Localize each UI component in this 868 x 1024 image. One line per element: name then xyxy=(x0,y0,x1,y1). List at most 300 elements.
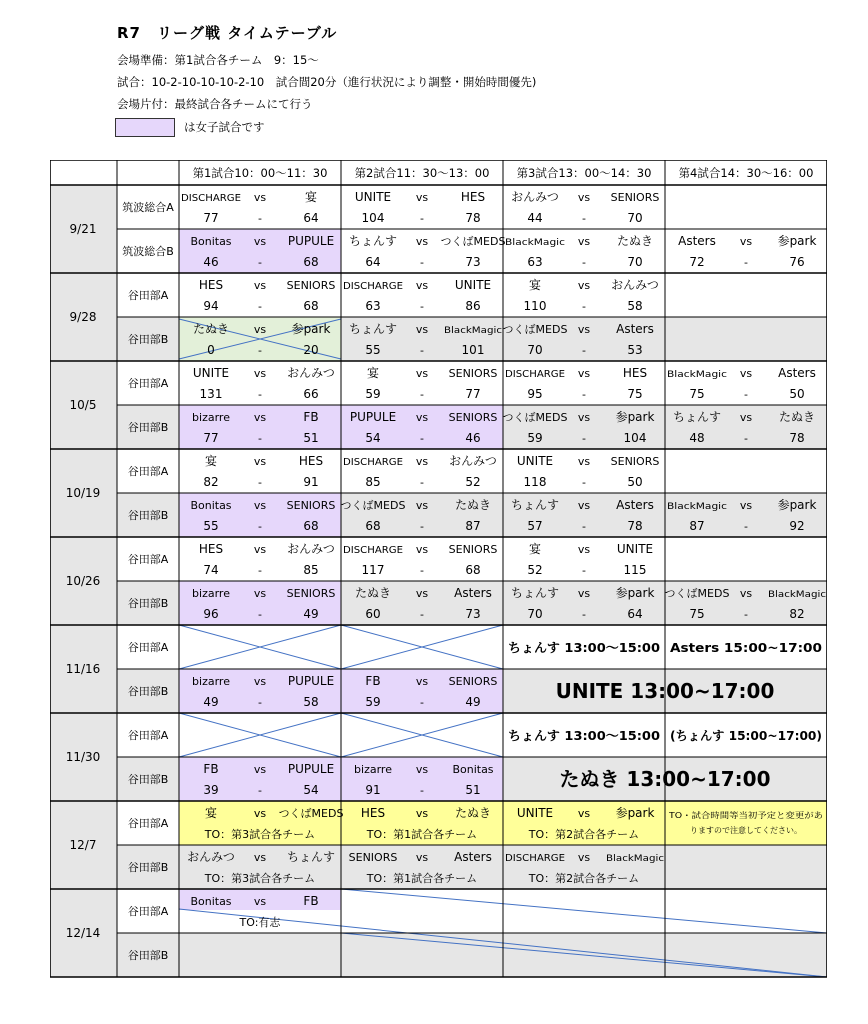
vs-label: vs xyxy=(415,675,429,688)
court-label: 谷田部B xyxy=(127,333,169,346)
team-score: 77 xyxy=(465,387,481,401)
vs-label: vs xyxy=(415,587,429,600)
vs-label: vs xyxy=(577,323,591,336)
court-label: 谷田部B xyxy=(127,509,169,522)
team-name: PUPULE xyxy=(287,674,335,688)
team-score: 86 xyxy=(465,299,481,313)
team-name: BlackMagic xyxy=(505,238,566,248)
timetable-grid xyxy=(50,160,827,981)
column-header: 第3試合13：00～14：30 xyxy=(516,166,652,180)
team-name: Asters xyxy=(678,234,716,248)
team-score: 51 xyxy=(303,431,319,445)
vs-label: vs xyxy=(253,411,267,424)
score-dash: - xyxy=(420,300,424,313)
team-score: 94 xyxy=(203,299,219,313)
team-score: 76 xyxy=(789,255,805,269)
team-score: 55 xyxy=(365,343,381,357)
team-name: 参park xyxy=(291,322,331,336)
team-name: 宴 xyxy=(304,190,318,204)
team-score: 92 xyxy=(789,519,805,533)
vs-label: vs xyxy=(415,763,429,776)
team-name: 参park xyxy=(777,498,817,512)
team-name: ちょんす xyxy=(672,410,722,424)
score-dash: - xyxy=(258,784,262,797)
team-score: 58 xyxy=(627,299,643,313)
score-dash: - xyxy=(582,608,586,621)
team-score: 74 xyxy=(203,563,219,577)
team-score: 115 xyxy=(623,563,647,577)
score-dash: - xyxy=(258,608,262,621)
team-score: 50 xyxy=(627,475,643,489)
team-name: BlackMagic xyxy=(606,854,665,864)
score-dash: - xyxy=(420,256,424,269)
team-name: Asters xyxy=(616,322,654,336)
vs-label: vs xyxy=(415,235,429,248)
team-name: HES xyxy=(298,454,324,468)
team-name: SENIORS xyxy=(610,455,660,468)
team-name: UNITE xyxy=(516,806,554,820)
team-name: 参park xyxy=(615,410,655,424)
vs-label: vs xyxy=(577,235,591,248)
team-name: HES xyxy=(460,190,486,204)
court-label: 筑波総合A xyxy=(122,201,174,214)
score-dash: - xyxy=(420,388,424,401)
vs-label: vs xyxy=(253,895,267,908)
score-dash: - xyxy=(420,564,424,577)
team-score: 78 xyxy=(465,211,481,225)
team-name: つくばMEDS xyxy=(664,587,730,600)
team-name: BlackMagic xyxy=(667,370,728,380)
vs-label: vs xyxy=(253,499,267,512)
vs-label: vs xyxy=(577,455,591,468)
vs-label: vs xyxy=(253,455,267,468)
vs-label: vs xyxy=(253,367,267,380)
team-name: FB xyxy=(303,410,319,424)
team-score: 59 xyxy=(365,695,381,709)
team-score: 70 xyxy=(627,211,643,225)
vs-label: vs xyxy=(415,807,429,820)
reserved-time-note: (ちょんす 15:00~17:00) xyxy=(670,728,822,743)
team-score: 72 xyxy=(689,255,705,269)
team-score: 55 xyxy=(203,519,219,533)
reserved-time-note: ちょんす 13:00～15:00 xyxy=(508,640,661,655)
team-name: UNITE xyxy=(192,366,230,380)
team-score: 48 xyxy=(689,431,705,445)
team-score: 73 xyxy=(465,255,481,269)
team-name: おんみつ xyxy=(611,278,659,292)
team-name: ちょんす xyxy=(510,586,560,600)
score-dash: - xyxy=(582,212,586,225)
column-header: 第2試合11：30～13：00 xyxy=(354,166,490,180)
score-dash: - xyxy=(582,300,586,313)
vs-label: vs xyxy=(253,851,267,864)
team-score: 104 xyxy=(361,211,385,225)
team-score: 66 xyxy=(303,387,319,401)
team-name: DISCHARGE xyxy=(343,281,403,292)
team-name: たぬき xyxy=(192,322,230,336)
team-name: PUPULE xyxy=(287,234,335,248)
team-name: 参park xyxy=(777,234,817,248)
team-score: 70 xyxy=(527,607,543,621)
vs-label: vs xyxy=(739,235,753,248)
team-score: 68 xyxy=(365,519,381,533)
date-label: 9/21 xyxy=(69,222,97,236)
team-name: 宴 xyxy=(528,278,542,292)
vs-label: vs xyxy=(253,675,267,688)
page-title: R7 リーグ戦 タイムテーブル xyxy=(117,24,338,42)
team-name: おんみつ xyxy=(449,454,497,468)
to-note-bg xyxy=(665,801,827,845)
team-name: ちょんす xyxy=(348,322,398,336)
team-score: 75 xyxy=(627,387,643,401)
team-score: 46 xyxy=(203,255,219,269)
team-name: 宴 xyxy=(528,542,542,556)
team-score: 91 xyxy=(303,475,319,489)
score-dash: - xyxy=(420,520,424,533)
team-score: 82 xyxy=(789,607,805,621)
vs-label: vs xyxy=(415,323,429,336)
court-label: 谷田部A xyxy=(127,729,169,742)
team-score: 46 xyxy=(465,431,481,445)
team-name: DISCHARGE xyxy=(343,545,403,556)
team-name: おんみつ xyxy=(511,190,559,204)
team-score: 68 xyxy=(303,519,319,533)
team-name: Bonitas xyxy=(452,763,494,776)
team-name: つくばMEDS xyxy=(502,323,568,336)
vs-label: vs xyxy=(739,587,753,600)
court-label: 谷田部A xyxy=(127,553,169,566)
timekeeper-note: TO：第3試合各チーム xyxy=(204,828,316,841)
score-dash: - xyxy=(258,344,262,357)
score-dash: - xyxy=(258,256,262,269)
date-label: 12/14 xyxy=(65,926,101,940)
score-dash: - xyxy=(420,696,424,709)
score-dash: - xyxy=(420,344,424,357)
team-score: 49 xyxy=(465,695,481,709)
vs-label: vs xyxy=(415,191,429,204)
team-score: 117 xyxy=(361,563,385,577)
vs-label: vs xyxy=(415,543,429,556)
team-score: 57 xyxy=(527,519,543,533)
team-score: 49 xyxy=(203,695,219,709)
team-name: おんみつ xyxy=(287,366,335,380)
score-dash: - xyxy=(582,388,586,401)
team-score: 73 xyxy=(465,607,481,621)
score-dash: - xyxy=(420,212,424,225)
team-name: SENIORS xyxy=(448,543,498,556)
score-dash: - xyxy=(420,608,424,621)
team-score: 64 xyxy=(303,211,319,225)
court-label: 谷田部A xyxy=(127,465,169,478)
women-match-legend-label: は女子試合です xyxy=(184,120,265,134)
team-name: UNITE xyxy=(616,542,654,556)
team-name: SENIORS xyxy=(286,279,336,292)
team-score: 104 xyxy=(623,431,647,445)
team-name: PUPULE xyxy=(287,762,335,776)
team-score: 75 xyxy=(689,387,705,401)
team-name: bizarre xyxy=(192,675,230,688)
team-name: UNITE xyxy=(454,278,492,292)
team-score: 87 xyxy=(689,519,705,533)
team-name: たぬき xyxy=(778,410,816,424)
team-score: 63 xyxy=(527,255,543,269)
team-name: SENIORS xyxy=(286,587,336,600)
women-match-legend-swatch xyxy=(115,118,175,137)
vs-label: vs xyxy=(577,587,591,600)
court-label: 谷田部B xyxy=(127,597,169,610)
team-name: Asters xyxy=(778,366,816,380)
team-score: 75 xyxy=(689,607,705,621)
score-dash: - xyxy=(744,608,748,621)
vs-label: vs xyxy=(577,191,591,204)
score-dash: - xyxy=(582,476,586,489)
court-label: 谷田部A xyxy=(127,817,169,830)
column-header: 第4試合14：30～16：00 xyxy=(678,166,814,180)
team-score: 52 xyxy=(527,563,543,577)
team-name: Bonitas xyxy=(190,895,232,908)
team-score: 101 xyxy=(461,343,485,357)
score-dash: - xyxy=(258,564,262,577)
team-score: 54 xyxy=(303,783,319,797)
vs-label: vs xyxy=(415,279,429,292)
cross-out-line xyxy=(341,889,827,933)
court-label: 筑波総合B xyxy=(122,245,174,258)
column-header: 第1試合10：00～11：30 xyxy=(192,166,328,180)
score-dash: - xyxy=(258,388,262,401)
team-score: 82 xyxy=(203,475,219,489)
team-name: おんみつ xyxy=(187,850,235,864)
team-name: ちょんす xyxy=(510,498,560,512)
team-score: 50 xyxy=(789,387,805,401)
game-format-note: 試合：10-2-10-10-10-2-10 試合間20分（進行状況により調整・開始時間優先) xyxy=(117,75,537,89)
vs-label: vs xyxy=(253,191,267,204)
team-name: UNITE xyxy=(354,190,392,204)
score-dash: - xyxy=(582,344,586,357)
team-score: 60 xyxy=(365,607,381,621)
score-dash: - xyxy=(420,784,424,797)
team-score: 68 xyxy=(303,255,319,269)
team-score: 70 xyxy=(627,255,643,269)
team-name: たぬき xyxy=(354,586,392,600)
team-score: 63 xyxy=(365,299,381,313)
team-score: 51 xyxy=(465,783,481,797)
date-label: 10/26 xyxy=(65,574,101,588)
court-label: 谷田部A xyxy=(127,289,169,302)
vs-label: vs xyxy=(577,279,591,292)
team-score: 53 xyxy=(627,343,643,357)
vs-label: vs xyxy=(577,499,591,512)
score-dash: - xyxy=(582,256,586,269)
date-label: 12/7 xyxy=(69,838,97,852)
vs-label: vs xyxy=(739,499,753,512)
court-label: 谷田部B xyxy=(127,949,169,962)
team-name: ちょんす xyxy=(348,234,398,248)
timekeeper-note: TO:有志 xyxy=(239,916,281,929)
team-name: Asters xyxy=(454,850,492,864)
venue-cleanup-note: 会場片付：最終試合各チームにて行う xyxy=(117,97,313,111)
team-name: bizarre xyxy=(354,763,392,776)
score-dash: - xyxy=(744,520,748,533)
vs-label: vs xyxy=(415,411,429,424)
score-dash: - xyxy=(744,432,748,445)
team-score: 54 xyxy=(365,431,381,445)
vs-label: vs xyxy=(253,543,267,556)
team-name: BlackMagic xyxy=(667,502,728,512)
vs-label: vs xyxy=(577,367,591,380)
team-name: SENIORS xyxy=(348,851,398,864)
team-name: HES xyxy=(198,542,224,556)
team-name: 参park xyxy=(615,806,655,820)
team-name: HES xyxy=(360,806,386,820)
reserved-time-banner: たぬき 13:00~17:00 xyxy=(559,767,771,791)
team-score: 52 xyxy=(465,475,481,489)
team-score: 78 xyxy=(627,519,643,533)
warning-note: りますので注意してください。 xyxy=(690,826,802,835)
team-name: たぬき xyxy=(454,806,492,820)
vs-label: vs xyxy=(739,411,753,424)
team-name: つくばMEDS xyxy=(340,499,406,512)
vs-label: vs xyxy=(253,323,267,336)
team-name: ちょんす xyxy=(286,850,336,864)
team-name: 宴 xyxy=(366,366,380,380)
vs-label: vs xyxy=(415,499,429,512)
date-label: 9/28 xyxy=(69,310,97,324)
team-name: DISCHARGE xyxy=(505,369,565,380)
reserved-time-note: Asters 15:00~17:00 xyxy=(670,640,823,655)
court-label: 谷田部A xyxy=(127,641,169,654)
team-name: SENIORS xyxy=(610,191,660,204)
team-name: FB xyxy=(303,894,319,908)
team-score: 91 xyxy=(365,783,381,797)
team-score: 95 xyxy=(527,387,543,401)
team-name: DISCHARGE xyxy=(343,457,403,468)
timekeeper-note: TO：第2試合各チーム xyxy=(528,872,640,885)
timekeeper-note: TO：第3試合各チーム xyxy=(204,872,316,885)
vs-label: vs xyxy=(577,851,591,864)
team-name: bizarre xyxy=(192,411,230,424)
team-score: 64 xyxy=(365,255,381,269)
team-name: SENIORS xyxy=(286,499,336,512)
vs-label: vs xyxy=(739,367,753,380)
vs-label: vs xyxy=(577,807,591,820)
team-name: bizarre xyxy=(192,587,230,600)
score-dash: - xyxy=(744,256,748,269)
venue-prep-note: 会場準備：第1試合各チーム 9：15～ xyxy=(117,53,319,67)
team-score: 58 xyxy=(303,695,319,709)
score-dash: - xyxy=(582,520,586,533)
team-name: DISCHARGE xyxy=(505,853,565,864)
date-label: 10/19 xyxy=(65,486,101,500)
date-label: 10/5 xyxy=(69,398,97,412)
timekeeper-note: TO：第1試合各チーム xyxy=(366,872,478,885)
team-score: 87 xyxy=(465,519,481,533)
vs-label: vs xyxy=(415,455,429,468)
team-name: HES xyxy=(622,366,648,380)
team-score: 118 xyxy=(523,475,547,489)
court-label: 谷田部B xyxy=(127,861,169,874)
team-name: Asters xyxy=(616,498,654,512)
vs-label: vs xyxy=(415,367,429,380)
score-dash: - xyxy=(258,432,262,445)
team-score: 59 xyxy=(527,431,543,445)
team-name: SENIORS xyxy=(448,411,498,424)
team-name: SENIORS xyxy=(448,675,498,688)
reserved-time-note: ちょんす 13:00～15:00 xyxy=(508,728,661,743)
team-name: BlackMagic xyxy=(444,326,503,336)
score-dash: - xyxy=(258,300,262,313)
timekeeper-note: TO：第1試合各チーム xyxy=(366,828,478,841)
team-name: たぬき xyxy=(454,498,492,512)
vs-label: vs xyxy=(577,411,591,424)
team-name: つくばMEDS xyxy=(440,235,506,248)
team-name: FB xyxy=(365,674,381,688)
team-score: 110 xyxy=(523,299,547,313)
team-name: BlackMagic xyxy=(768,590,827,600)
vs-label: vs xyxy=(253,763,267,776)
team-score: 70 xyxy=(527,343,543,357)
court-label: 谷田部B xyxy=(127,421,169,434)
vs-label: vs xyxy=(253,587,267,600)
warning-note: TO・試合時間等当初予定と変更があ xyxy=(669,811,801,820)
score-dash: - xyxy=(582,432,586,445)
team-name: PUPULE xyxy=(349,410,397,424)
team-score: 78 xyxy=(789,431,805,445)
score-dash: - xyxy=(582,564,586,577)
vs-label: vs xyxy=(415,851,429,864)
team-name: つくばMEDS xyxy=(278,807,344,820)
court-label: 谷田部B xyxy=(127,773,169,786)
score-dash: - xyxy=(420,476,424,489)
team-name: おんみつ xyxy=(287,542,335,556)
score-dash: - xyxy=(258,696,262,709)
team-score: 96 xyxy=(203,607,219,621)
team-score: 131 xyxy=(199,387,223,401)
timekeeper-note: TO：第2試合各チーム xyxy=(528,828,640,841)
team-name: 宴 xyxy=(204,454,218,468)
vs-label: vs xyxy=(253,807,267,820)
team-score: 68 xyxy=(465,563,481,577)
court-label: 谷田部A xyxy=(127,377,169,390)
team-score: 68 xyxy=(303,299,319,313)
team-name: たぬき xyxy=(616,234,654,248)
score-dash: - xyxy=(744,388,748,401)
score-dash: - xyxy=(258,212,262,225)
team-score: 49 xyxy=(303,607,319,621)
team-name: 宴 xyxy=(204,806,218,820)
team-score: 44 xyxy=(527,211,543,225)
team-score: 77 xyxy=(203,211,219,225)
team-name: 参park xyxy=(615,586,655,600)
date-label: 11/30 xyxy=(65,750,101,764)
reserved-time-banner: UNITE 13:00~17:00 xyxy=(555,679,775,703)
team-score: 39 xyxy=(203,783,219,797)
court-label: 谷田部A xyxy=(127,905,169,918)
team-name: つくばMEDS xyxy=(502,411,568,424)
team-name: HES xyxy=(198,278,224,292)
court-label: 谷田部B xyxy=(127,685,169,698)
team-score: 85 xyxy=(365,475,381,489)
team-score: 85 xyxy=(303,563,319,577)
team-name: Bonitas xyxy=(190,499,232,512)
team-score: 20 xyxy=(303,343,319,357)
score-dash: - xyxy=(420,432,424,445)
team-score: 0 xyxy=(207,343,215,357)
score-dash: - xyxy=(258,476,262,489)
team-name: Bonitas xyxy=(190,235,232,248)
team-name: DISCHARGE xyxy=(181,193,241,204)
vs-label: vs xyxy=(253,279,267,292)
team-score: 64 xyxy=(627,607,643,621)
